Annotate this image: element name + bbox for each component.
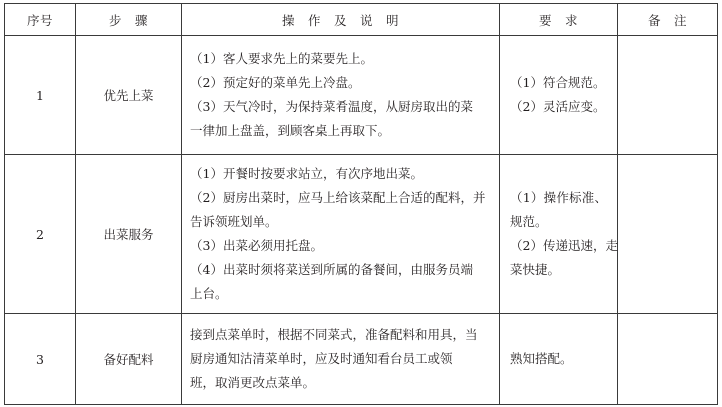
service-procedure-table	[4, 3, 718, 405]
header-step: 步 骤	[76, 4, 182, 36]
operation-line: （2）预定好的菜单先上冷盘。	[190, 75, 361, 90]
row-requirements	[500, 314, 618, 405]
table-row	[5, 155, 718, 314]
requirement-line: （1）操作标准、	[510, 190, 607, 205]
row-operations	[182, 155, 500, 314]
row-number: 1	[5, 36, 76, 155]
operation-line: 一律加上盘盖，到顾客桌上再取下。	[190, 123, 391, 138]
row-step: 优先上菜	[76, 36, 182, 155]
operation-line: 告诉领班划单。	[190, 214, 278, 229]
row-operations	[182, 314, 500, 405]
header-operation-description: 操 作 及 说 明	[182, 4, 500, 36]
row-number: 2	[5, 155, 76, 314]
table-row	[5, 314, 718, 405]
header-remarks: 备 注	[618, 4, 718, 36]
operation-line: 接到点菜单时，根据不同菜式，准备配料和用具，当	[190, 327, 478, 342]
header-row	[5, 4, 718, 36]
operation-line: （3）天气冷时，为保持菜肴温度，从厨房取出的菜	[190, 99, 473, 114]
operation-line: （1）开餐时按要求站立，有次序地出菜。	[190, 166, 423, 181]
table-row	[5, 36, 718, 155]
row-requirements	[500, 155, 618, 314]
requirement-line: 熟知搭配。	[510, 351, 573, 366]
row-remarks	[618, 314, 718, 405]
operation-line: （4）出菜时须将菜送到所属的备餐间，由服务员端	[190, 262, 473, 277]
operation-line: （3）出菜必须用托盘。	[190, 238, 323, 253]
operation-line: 班，取消更改点菜单。	[190, 375, 316, 390]
operation-line: （1）客人要求先上的菜要先上。	[190, 51, 373, 66]
requirement-line: （2）传递迅速，走	[510, 238, 618, 253]
header-requirements: 要 求	[500, 4, 618, 36]
operation-line: 上台。	[190, 286, 228, 301]
row-remarks	[618, 36, 718, 155]
operation-line: 厨房通知沽清菜单时，应及时通知看台员工或领	[190, 351, 453, 366]
header-serial-number: 序号	[5, 4, 76, 36]
operation-line: （2）厨房出菜时，应马上给该菜配上合适的配料，并	[190, 190, 486, 205]
requirement-line: （2）灵活应变。	[510, 99, 606, 114]
row-operations	[182, 36, 500, 155]
row-number: 3	[5, 314, 76, 405]
requirement-line: （1）符合规范。	[510, 75, 606, 90]
row-remarks	[618, 155, 718, 314]
row-requirements	[500, 36, 618, 155]
row-step: 出菜服务	[76, 155, 182, 314]
requirement-line: 规范。	[510, 214, 548, 229]
row-step: 备好配料	[76, 314, 182, 405]
requirement-line: 菜快捷。	[510, 262, 561, 277]
